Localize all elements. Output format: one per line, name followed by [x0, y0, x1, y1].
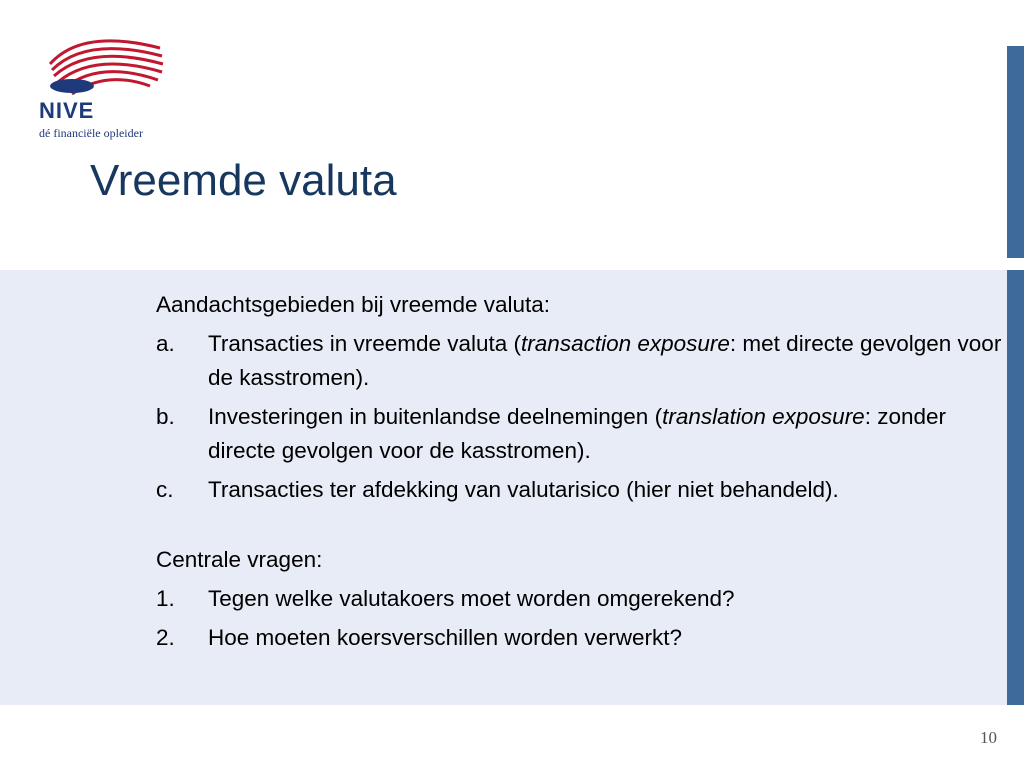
list-item [156, 400, 1006, 468]
logo-tagline: dé financiële opleider [39, 126, 143, 140]
list-item-text: Investeringen in buitenlandse deelnemingen (translation exposure: zonder directe gevolgen voor de kasstromen). [208, 404, 947, 463]
list-marker: b. [156, 404, 175, 429]
logo-name: NIVE [39, 98, 95, 123]
list-item-text: Transacties ter afdekking van valutarisico (hier niet behandeld). [208, 477, 839, 502]
list-item-text: Tegen welke valutakoers moet worden omgerekend? [208, 586, 735, 611]
list-item [156, 327, 1006, 395]
list-marker: 2. [156, 625, 175, 650]
list-marker: c. [156, 477, 174, 502]
nive-swirl-icon [42, 34, 168, 100]
side-accent-bar-bottom [1007, 270, 1024, 705]
slide-body [156, 288, 1006, 655]
list-marker: a. [156, 331, 175, 356]
slide-title: Vreemde valuta [90, 156, 397, 205]
list-item [156, 582, 1006, 616]
list-item [156, 621, 1006, 655]
list-item-text: Hoe moeten koersverschillen worden verwerkt? [208, 625, 682, 650]
section-heading-focus-areas: Aandachtsgebieden bij vreemde valuta: [156, 292, 551, 317]
side-accent-bar-top [1007, 46, 1024, 258]
section-heading-central-questions: Centrale vragen: [156, 547, 323, 572]
page-number: 10 [980, 728, 997, 747]
list-item [156, 473, 1006, 507]
list-item-text: Transacties in vreemde valuta (transaction exposure: met directe gevolgen voor de kasstromen). [208, 331, 1002, 390]
nive-logo [38, 34, 168, 142]
list-marker: 1. [156, 586, 175, 611]
